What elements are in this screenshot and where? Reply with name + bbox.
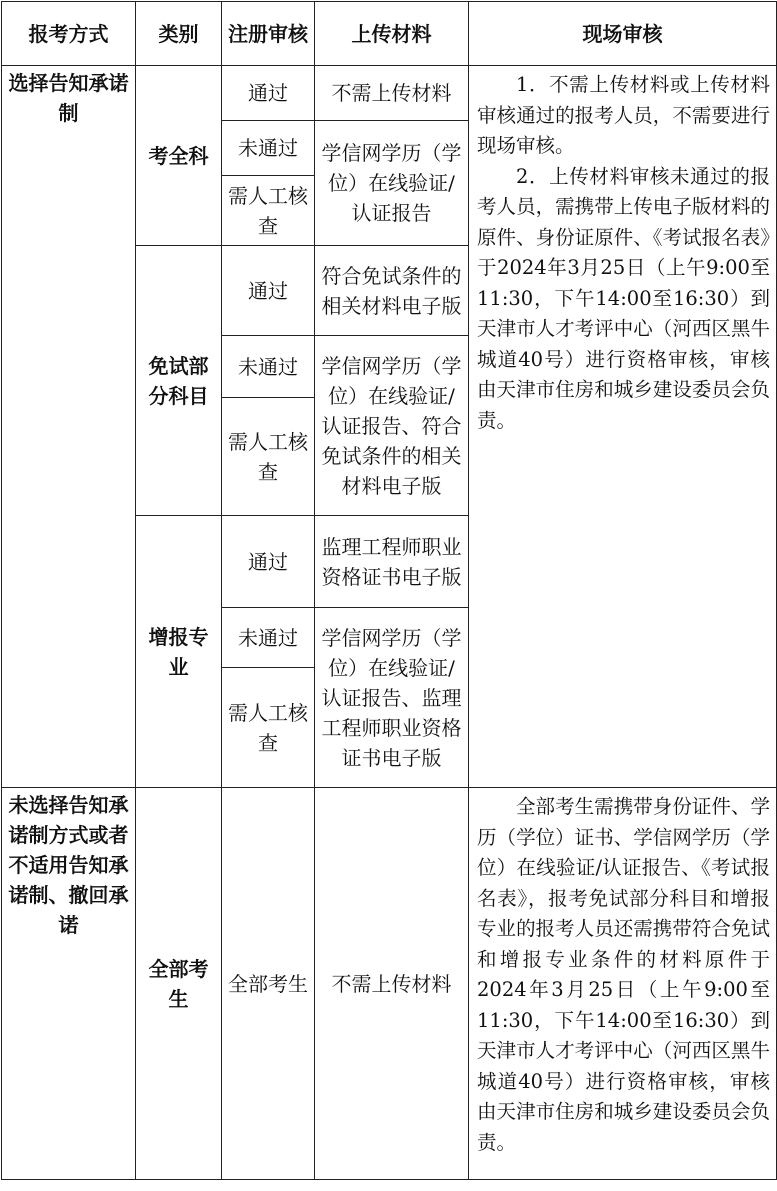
onsite-paragraph: 全部考生需携带身份证件、学历（学位）证书、学信网学历（学位）在线验证/认证报告、《考试报名表》，报考免试部分科目和增报专业的报考人员还需携带符合免试和增报专业条件的材料原件于2024年3月25日（上午9:00至11:30，下午14:00至16:30）到天津市人才考评中心（河西区黑牛城道40号）进行资格审核，审核由天津市住房和城乡建设委员会负责。 [477, 795, 770, 1154]
upload-material: 学信网学历（学位）在线验证/认证报告、符合免试条件的相关材料电子版 [315, 336, 469, 516]
registration-status: 全部考生 [222, 788, 315, 1180]
registration-status: 通过 [222, 66, 315, 121]
category-all: 全部考生 [136, 788, 222, 1180]
registration-status: 需人工核查 [222, 176, 315, 246]
upload-material: 不需上传材料 [315, 788, 469, 1180]
category-full: 考全科 [136, 66, 222, 246]
table-row [2, 66, 777, 121]
method-commitment: 选择告知承诺制 [2, 66, 136, 788]
method-no-commitment: 未选择告知承诺制方式或者不适用告知承诺制、撤回承诺 [2, 788, 136, 1180]
registration-status: 未通过 [222, 608, 315, 668]
registration-status: 需人工核查 [222, 668, 315, 788]
upload-material: 符合免试条件的相关材料电子版 [315, 246, 469, 336]
registration-status: 未通过 [222, 336, 315, 398]
onsite-review-all [469, 788, 777, 1180]
upload-material: 学信网学历（学位）在线验证/认证报告、监理工程师职业资格证书电子版 [315, 608, 469, 788]
header-upload: 上传材料 [315, 2, 469, 66]
header-row [2, 2, 777, 66]
header-method: 报考方式 [2, 2, 136, 66]
registration-status: 需人工核查 [222, 398, 315, 516]
header-category: 类别 [136, 2, 222, 66]
registration-status: 通过 [222, 246, 315, 336]
onsite-paragraph-1: 1．不需上传材料或上传材料审核通过的报考人员，不需要进行现场审核。 [477, 73, 770, 157]
header-onsite: 现场审核 [469, 2, 777, 66]
registration-status: 未通过 [222, 121, 315, 176]
exam-review-table [1, 1, 777, 1180]
registration-status: 通过 [222, 516, 315, 608]
onsite-review-commitment [469, 66, 777, 788]
table-row [2, 788, 777, 1180]
onsite-paragraph-2: 2．上传材料审核未通过的报考人员，需携带上传电子版材料的原件、身份证原件、《考试报名表》于2024年3月25日（上午9:00至11:30，下午14:00至16:30）到天津市人才考评中心（河西区黑牛城道40号）进行资格审核，审核由天津市住房和城乡建设委员会负责。 [477, 164, 770, 432]
header-registration: 注册审核 [222, 2, 315, 66]
upload-material: 学信网学历（学位）在线验证/认证报告 [315, 121, 469, 246]
upload-material: 不需上传材料 [315, 66, 469, 121]
category-add-major: 增报专业 [136, 516, 222, 788]
upload-material: 监理工程师职业资格证书电子版 [315, 516, 469, 608]
category-exempt: 免试部分科目 [136, 246, 222, 516]
